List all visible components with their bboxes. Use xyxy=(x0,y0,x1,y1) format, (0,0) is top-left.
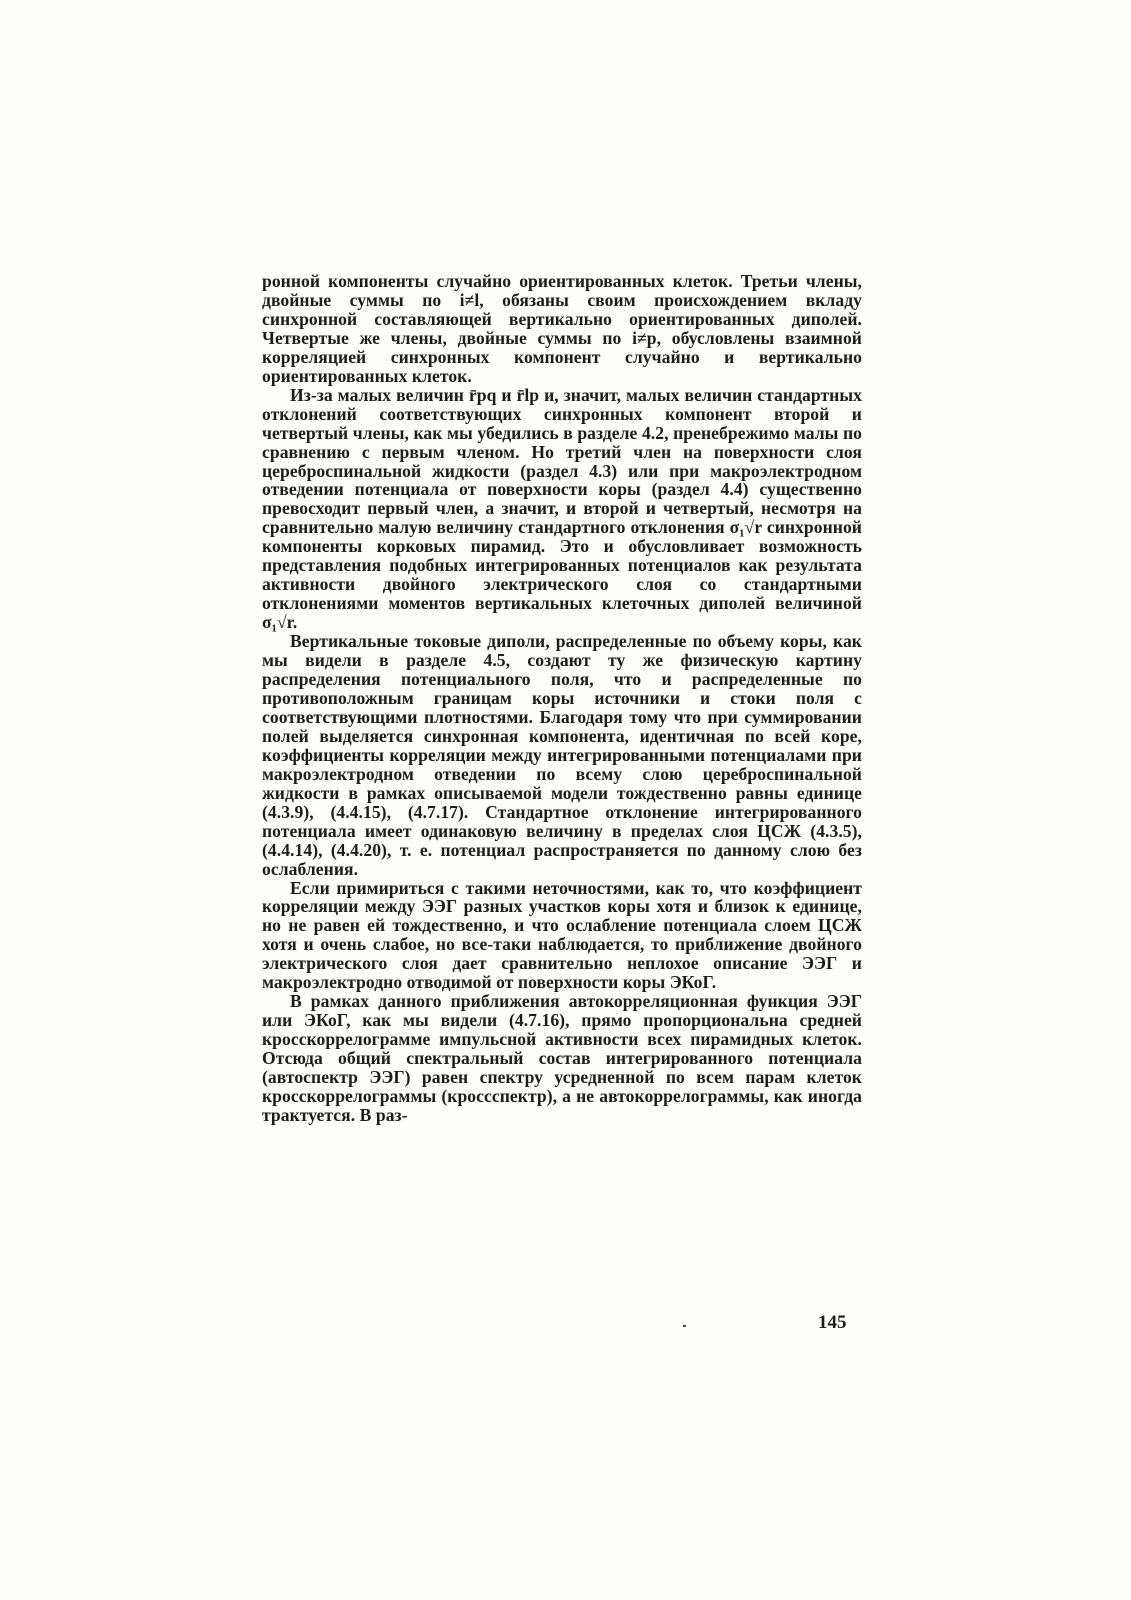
body-text xyxy=(262,272,862,1125)
page-number: 145 xyxy=(818,1312,847,1333)
paragraph: Вертикальные токовые диполи, распределенные по объему коры, как мы видели в разделе 4.5, создают ту же физическую картину распределения потенциального поля, что и распределенные по противоположным границам коры источники и стоки поля с соответствующими плотностями. Благодаря тому что при суммировании полей выделяется синхронная компонента, идентичная по всей коре, коэффициенты корреляции между интегрированными потенциалами при макроэлектродном отведении по всему слою цереброспинальной жидкости в рамках описываемой модели тождественно равны единице (4.3.9), (4.4.15), (4.7.17). Стандартное отклонение интегрированного потенциала имеет одинаковую величину в пределах слоя ЦСЖ (4.3.5), (4.4.14), (4.4.20), т. е. потенциал распространяется по данному слою без ослабления. xyxy=(262,631,862,879)
scan-speck xyxy=(683,1325,686,1327)
paragraph-continued: ронной компоненты случайно ориентированных клеток. Третьи члены, двойные суммы по i≠l, обязаны своим происхождением вкладу синхронной составляющей вертикально ориентированных диполей. Четвертые же члены, двойные суммы по i≠p, обусловлены взаимной корреляцией синхронных компонент случайно и вертикально ориентированных клеток. xyxy=(262,271,862,386)
paragraph: Если примириться с такими неточностями, как то, что коэффициент корреляции между ЭЭГ разных участков коры хотя и близок к единице, но не равен ей тождественно, и что ослабление потенциала слоем ЦСЖ хотя и очень слабое, но все-таки наблюдается, то приближение двойного электрического слоя дает сравнительно неплохое описание ЭЭГ и макроэлектродно отводимой от поверхности коры ЭКоГ. xyxy=(262,877,862,993)
paragraph: Из-за малых величин r̄pq и r̄lp и, значит, малых величин стандартных отклонений соответствующих синхронных компонент второй и четвертый члены, как мы убедились в разделе 4.2, пренебрежимо малы по сравнению с первым членом. Но третий член на поверхности слоя цереброспинальной жидкости (раздел 4.3) или при макроэлектродном отведении потенциала от поверхности коры (раздел 4.4) существенно превосходит первый член, а значит, и второй и четвертый, несмотря на сравнительно малую величину стандартного отклонения σ₁√r синхронной компоненты корковых пирамид. Это и обусловливает возможность представления подобных интегрированных потенциалов как результата активности двойного электрического слоя со стандартными отклонениями моментов вертикальных клеточных диполей величиной σ₁√r. xyxy=(262,384,862,633)
paragraph: В рамках данного приближения автокорреляционная функция ЭЭГ или ЭКоГ, как мы видели (4.7.16), прямо пропорциональна средней кросскоррелограмме импульсной активности всех пирамидных клеток. Отсюда общий спектральный состав интегрированного потенциала (автоспектр ЭЭГ) равен спектру усредненной по всем парам клеток кросскоррелограммы (кроссспектр), а не автокоррелограммы, как иногда трактуется. В раз- xyxy=(262,991,862,1125)
